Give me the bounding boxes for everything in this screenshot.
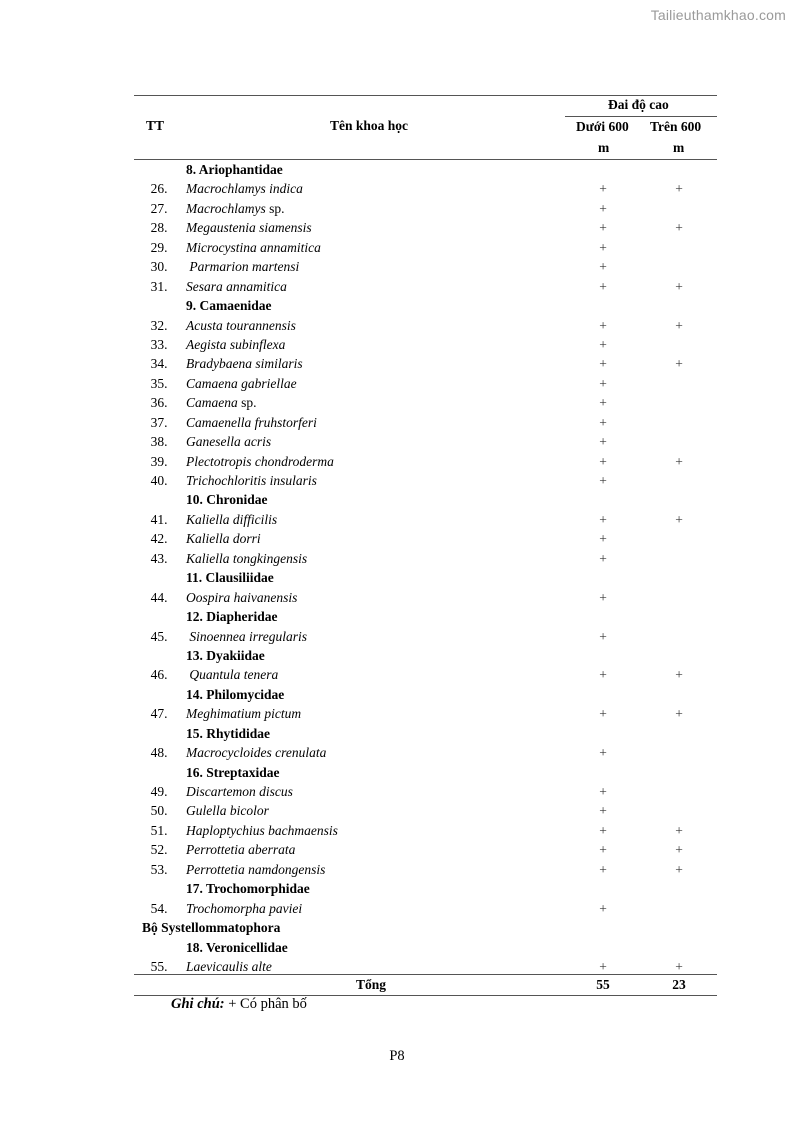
species-italic: Perrottetia namdongensis	[186, 861, 326, 877]
family-name: 12. Diapheridae	[186, 609, 278, 625]
family-row	[0, 938, 794, 957]
presence-below-600: +	[599, 745, 607, 761]
species-italic: Laevicaulis alte	[186, 958, 272, 974]
presence-below-600: +	[599, 453, 607, 469]
row-number: 44.	[150, 589, 168, 605]
table-row	[0, 510, 794, 529]
family-row	[0, 296, 794, 315]
row-number: 47.	[150, 706, 168, 722]
species-name	[186, 238, 321, 257]
header-above-600: Trên 600	[650, 119, 702, 134]
table-row	[0, 354, 794, 373]
table-row	[0, 782, 794, 801]
row-number: 33.	[150, 336, 168, 352]
presence-above-600: +	[675, 842, 683, 858]
presence-below-600: +	[599, 220, 607, 236]
table-row	[0, 549, 794, 568]
species-italic: Perrottetia aberrata	[186, 842, 296, 858]
family-row	[0, 490, 794, 509]
order-name: Bộ Systellommatophora	[142, 920, 281, 936]
header-group-rule	[565, 116, 717, 117]
row-number: 53.	[150, 861, 168, 877]
presence-above-600: +	[675, 958, 683, 974]
species-name	[186, 510, 277, 529]
species-italic: Oospira haivanensis	[186, 589, 298, 605]
table-row	[0, 335, 794, 354]
species-name	[186, 218, 312, 237]
table-row	[0, 860, 794, 879]
table-row	[0, 704, 794, 723]
row-number: 30.	[150, 259, 168, 275]
presence-below-600: +	[599, 861, 607, 877]
table-body	[0, 160, 794, 976]
presence-below-600: +	[599, 200, 607, 216]
species-italic: Camaena gabriellae	[186, 375, 297, 391]
species-name	[186, 393, 257, 412]
species-name	[186, 840, 295, 859]
table-row	[0, 413, 794, 432]
family-row	[0, 763, 794, 782]
family-row	[0, 160, 794, 179]
presence-above-600: +	[675, 511, 683, 527]
table-row	[0, 743, 794, 762]
total-label: Tổng	[356, 977, 387, 992]
species-italic: Meghimatium pictum	[186, 706, 302, 722]
row-number: 26.	[150, 181, 168, 197]
family-name: 8. Ariophantidae	[186, 162, 283, 177]
table-row	[0, 277, 794, 296]
species-name	[186, 549, 307, 568]
header-altitude-group: Đai độ cao	[608, 97, 669, 112]
table-top-rule	[134, 95, 717, 96]
family-name: 16. Streptaxidae	[186, 764, 280, 780]
table-row	[0, 393, 794, 412]
presence-below-600: +	[599, 706, 607, 722]
row-number: 45.	[150, 628, 168, 644]
presence-below-600: +	[599, 667, 607, 683]
species-italic: Kaliella difficilis	[186, 511, 278, 527]
row-number: 39.	[150, 453, 168, 469]
species-italic: Plectotropis chondroderma	[186, 453, 334, 469]
species-italic: Megaustenia siamensis	[186, 220, 312, 236]
table-row	[0, 529, 794, 548]
header-scientific-name: Tên khoa học	[330, 118, 409, 133]
species-name	[186, 432, 271, 451]
header-tt: TT	[146, 118, 165, 133]
presence-below-600: +	[599, 531, 607, 547]
species-italic: Macrocycloides crenulata	[186, 745, 327, 761]
species-italic: Quantula tenera	[186, 667, 279, 683]
watermark: Tailieuthamkhao.com	[650, 7, 786, 23]
species-italic: Microcystina annamitica	[186, 239, 321, 255]
presence-below-600: +	[599, 550, 607, 566]
family-row	[0, 879, 794, 898]
species-suffix: sp.	[237, 395, 257, 411]
species-italic: Gulella bicolor	[186, 803, 269, 819]
presence-below-600: +	[599, 803, 607, 819]
footnote-text: + Có phân bố	[224, 996, 307, 1012]
presence-below-600: +	[599, 628, 607, 644]
species-name	[186, 374, 297, 393]
species-name	[186, 354, 303, 373]
presence-above-600: +	[675, 181, 683, 197]
row-number: 31.	[150, 278, 168, 294]
presence-above-600: +	[675, 453, 683, 469]
table-row	[0, 821, 794, 840]
row-number: 32.	[150, 317, 168, 333]
family-name: 18. Veronicellidae	[186, 939, 288, 955]
table-row	[0, 899, 794, 918]
family-row	[0, 646, 794, 665]
species-name	[186, 179, 303, 198]
species-suffix: sp.	[265, 200, 285, 216]
family-row	[0, 568, 794, 587]
family-row	[0, 607, 794, 626]
row-number: 27.	[150, 200, 168, 216]
species-italic: Kaliella dorri	[186, 531, 261, 547]
row-number: 29.	[150, 239, 168, 255]
table-row	[0, 238, 794, 257]
table-row	[0, 452, 794, 471]
table-row	[0, 471, 794, 490]
row-number: 41.	[150, 511, 168, 527]
row-number: 51.	[150, 822, 168, 838]
table-row	[0, 199, 794, 218]
species-italic: Macrochlamys indica	[186, 181, 303, 197]
family-name: 10. Chronidae	[186, 492, 268, 508]
row-number: 36.	[150, 395, 168, 411]
row-number: 49.	[150, 784, 168, 799]
table-row	[0, 316, 794, 335]
row-number: 42.	[150, 531, 168, 547]
page-number: P8	[389, 1048, 405, 1064]
presence-below-600: +	[599, 589, 607, 605]
total-row	[0, 975, 794, 995]
presence-above-600: +	[675, 356, 683, 372]
presence-below-600: +	[599, 822, 607, 838]
family-name: 15. Rhytididae	[186, 725, 271, 741]
total-below-600: 55	[596, 977, 610, 992]
row-number: 50.	[150, 803, 168, 819]
family-name: 17. Trochomorphidae	[186, 881, 310, 897]
presence-below-600: +	[599, 336, 607, 352]
species-italic: Camaenella fruhstorferi	[186, 414, 317, 430]
species-name	[186, 665, 278, 684]
presence-below-600: +	[599, 784, 607, 799]
species-name	[186, 899, 302, 918]
presence-below-600: +	[599, 958, 607, 974]
row-number: 43.	[150, 550, 168, 566]
species-italic: Haploptychius bachmaensis	[186, 822, 338, 838]
table-row	[0, 179, 794, 198]
species-italic: Macrochlamys	[186, 200, 266, 216]
family-row	[0, 724, 794, 743]
species-italic: Discartemon discus	[186, 784, 293, 799]
footnote	[171, 996, 307, 1013]
row-number: 54.	[150, 900, 168, 916]
table-row	[0, 257, 794, 276]
presence-above-600: +	[675, 822, 683, 838]
species-italic: Trichochloritis insularis	[186, 473, 317, 488]
species-italic: Kaliella tongkingensis	[186, 550, 308, 566]
row-number: 35.	[150, 375, 168, 391]
species-name	[186, 471, 317, 490]
header-above-600-unit: m	[673, 140, 685, 155]
total-above-600: 23	[672, 977, 686, 992]
species-name	[186, 743, 326, 762]
presence-below-600: +	[599, 842, 607, 858]
presence-below-600: +	[599, 181, 607, 197]
order-row	[0, 918, 794, 937]
row-number: 37.	[150, 414, 168, 430]
header-below-600: Dưới 600	[576, 119, 629, 134]
row-number: 38.	[150, 434, 168, 450]
species-italic: Ganesella acris	[186, 434, 272, 450]
species-name	[186, 199, 285, 218]
species-name	[186, 801, 269, 820]
table-row	[0, 665, 794, 684]
family-name: 14. Philomycidae	[186, 686, 285, 702]
row-number: 48.	[150, 745, 168, 761]
presence-below-600: +	[599, 259, 607, 275]
table-row	[0, 432, 794, 451]
table-row	[0, 627, 794, 646]
species-italic: Parmarion martensi	[186, 259, 300, 275]
species-name	[186, 277, 287, 296]
presence-below-600: +	[599, 414, 607, 430]
presence-below-600: +	[599, 278, 607, 294]
species-name	[186, 821, 338, 840]
presence-below-600: +	[599, 239, 607, 255]
species-name	[186, 452, 334, 471]
species-name	[186, 413, 317, 432]
header-below-600-unit: m	[598, 140, 610, 155]
species-name	[186, 782, 293, 801]
species-italic: Acusta tourannensis	[186, 317, 296, 333]
presence-below-600: +	[599, 317, 607, 333]
family-name: 13. Dyakiidae	[186, 647, 265, 663]
presence-below-600: +	[599, 395, 607, 411]
presence-above-600: +	[675, 861, 683, 877]
presence-above-600: +	[675, 317, 683, 333]
family-name: 11. Clausiliidae	[186, 570, 274, 586]
table-row	[0, 374, 794, 393]
presence-below-600: +	[599, 434, 607, 450]
species-italic: Sesara annamitica	[186, 278, 287, 294]
presence-above-600: +	[675, 278, 683, 294]
species-name	[186, 704, 301, 723]
row-number: 40.	[150, 473, 168, 488]
footnote-label: Ghi chú:	[171, 996, 225, 1012]
table-row	[0, 588, 794, 607]
presence-above-600: +	[675, 220, 683, 236]
family-row	[0, 685, 794, 704]
species-italic: Camaena	[186, 395, 238, 411]
row-number: 46.	[150, 667, 168, 683]
family-name: 9. Camaenidae	[186, 298, 272, 314]
presence-below-600: +	[599, 356, 607, 372]
row-number: 55.	[150, 958, 168, 974]
species-name	[186, 335, 285, 354]
species-name	[186, 588, 297, 607]
presence-above-600: +	[675, 667, 683, 683]
species-italic: Aegista subinflexa	[186, 336, 286, 352]
row-number: 34.	[150, 356, 168, 372]
presence-below-600: +	[599, 375, 607, 391]
presence-below-600: +	[599, 473, 607, 488]
table-row	[0, 801, 794, 820]
species-name	[186, 860, 325, 879]
species-name	[186, 627, 307, 646]
table-row	[0, 840, 794, 859]
row-number: 52.	[150, 842, 168, 858]
species-italic: Sinoennea irregularis	[186, 628, 307, 644]
species-italic: Bradybaena similaris	[186, 356, 303, 372]
table-row	[0, 218, 794, 237]
presence-above-600: +	[675, 706, 683, 722]
presence-below-600: +	[599, 900, 607, 916]
species-name	[186, 257, 299, 276]
species-name	[186, 529, 261, 548]
species-italic: Trochomorpha paviei	[186, 900, 303, 916]
presence-below-600: +	[599, 511, 607, 527]
row-number: 28.	[150, 220, 168, 236]
species-name	[186, 316, 296, 335]
